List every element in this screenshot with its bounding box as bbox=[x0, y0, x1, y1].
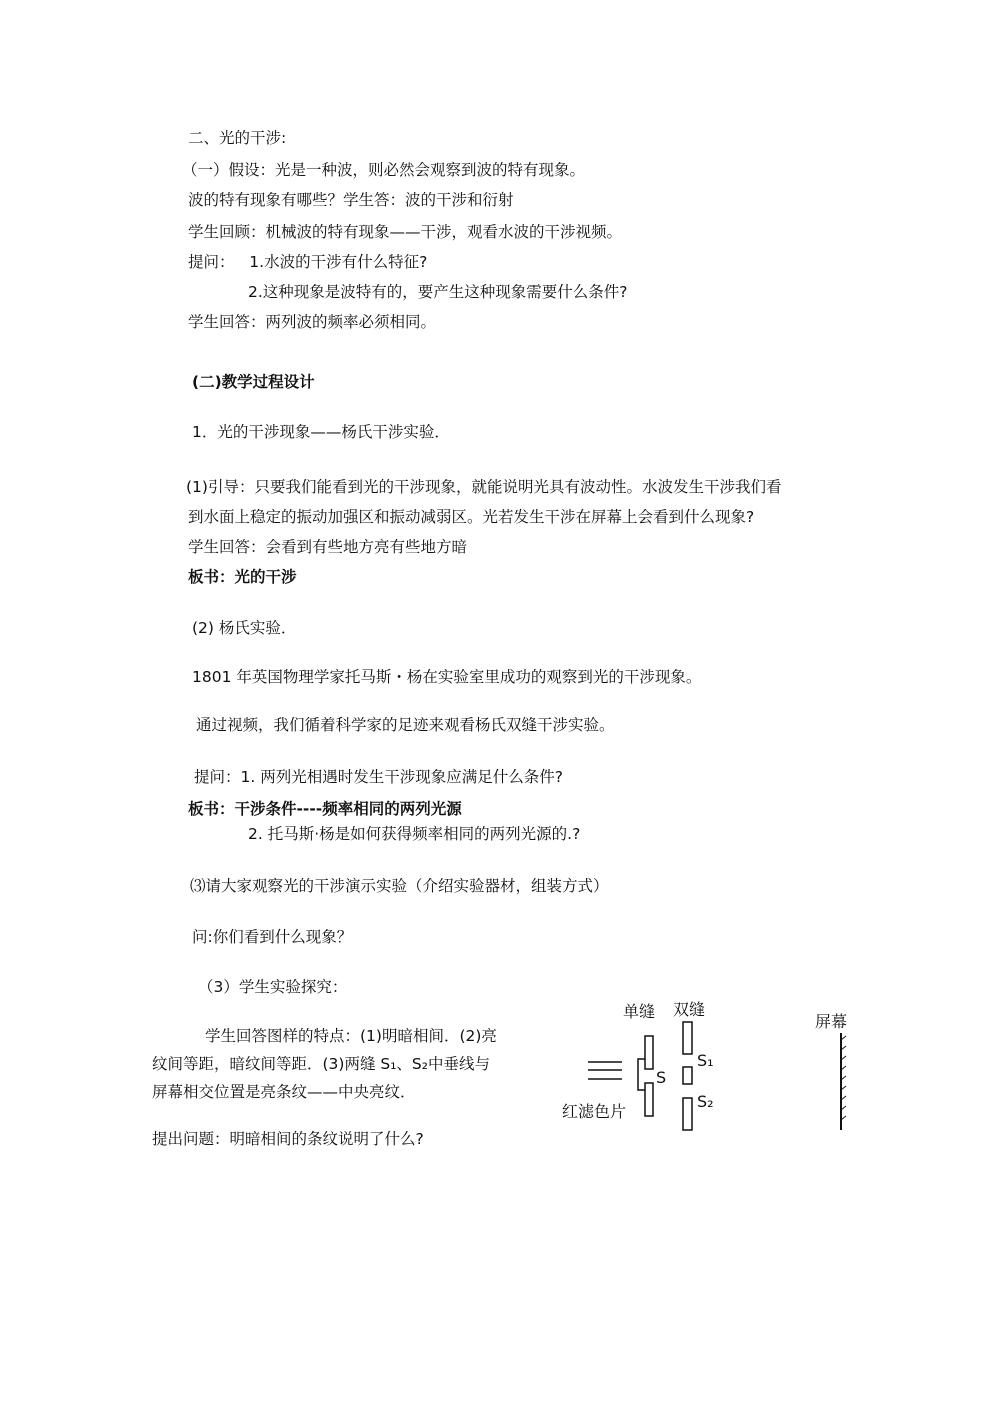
double-slit-lower bbox=[683, 1098, 692, 1130]
line: 学生回答：会看到有些地方亮有些地方暗 bbox=[188, 538, 468, 556]
line: 1．光的干涉现象——杨氏干涉实验． bbox=[192, 423, 450, 441]
line: 提出问题：明暗相间的条纹说明了什么? bbox=[152, 1130, 424, 1148]
line: 提问： 1.水波的干涉有什么特征? bbox=[188, 253, 428, 271]
line: (2) 杨氏实验． bbox=[192, 619, 297, 637]
filter-label: 红滤色片 bbox=[562, 1102, 627, 1121]
screen-label: 屏幕 bbox=[815, 1012, 848, 1031]
line: 二、光的干涉: bbox=[188, 129, 287, 147]
line: （一）假设：光是一种波，则必然会观察到波的特有现象。 bbox=[182, 161, 586, 179]
single-slit-upper bbox=[645, 1036, 653, 1069]
line: (1)引导：只要我们能看到光的干涉现象，就能说明光具有波动性。水波发生干涉我们看 bbox=[186, 478, 782, 496]
line: 2.这种现象是波特有的，要产生这种现象需要什么条件? bbox=[248, 283, 628, 301]
line: 纹间等距，暗纹间等距．(3)两缝 S₁、S₂中垂线与 bbox=[152, 1055, 490, 1073]
line: 学生回答：两列波的频率必须相同。 bbox=[188, 313, 437, 331]
line: 到水面上稳定的振动加强区和振动减弱区。光若发生干涉在屏幕上会看到什么现象? bbox=[188, 508, 755, 526]
line: 1801 年英国物理学家托马斯・杨在实验室里成功的观察到光的干涉现象。 bbox=[192, 668, 702, 686]
double-slit-label: 双缝 bbox=[673, 1000, 706, 1019]
line: ⑶请大家观察光的干涉演示实验（介绍实验器材，组装方式） bbox=[190, 877, 609, 895]
line: 波的特有现象有哪些？学生答：波的干涉和衍射 bbox=[188, 191, 514, 209]
line: 通过视频，我们循着科学家的足迹来观看杨氏双缝干涉实验。 bbox=[196, 716, 615, 734]
double-slit-upper bbox=[683, 1022, 692, 1054]
s2-label: S₂ bbox=[697, 1092, 714, 1111]
double-slit-middle bbox=[683, 1067, 692, 1084]
line: 2. 托马斯·杨是如何获得频率相同的两列光源的.? bbox=[248, 825, 581, 843]
board-note: 板书：干涉条件----频率相同的两列光源 bbox=[188, 800, 462, 818]
line: （3）学生实验探究： bbox=[198, 978, 348, 996]
single-slit-label: 单缝 bbox=[623, 1002, 656, 1021]
line: 学生回顾：机械波的特有现象——干涉，观看水波的干涉视频。 bbox=[188, 223, 623, 241]
s-label: S bbox=[656, 1068, 667, 1087]
board-note: 板书：光的干涉 bbox=[188, 568, 297, 586]
filter-bracket bbox=[638, 1059, 645, 1090]
line: 问:你们看到什么现象？ bbox=[192, 928, 353, 946]
double-slit-diagram bbox=[560, 990, 880, 1140]
line: 屏幕相交位置是亮条纹——中央亮纹． bbox=[152, 1083, 416, 1101]
light-arrows bbox=[588, 1062, 622, 1079]
line: 学生回答图样的特点：(1)明暗相间．(2)亮 bbox=[205, 1027, 497, 1045]
line: 提问：1. 两列光相遇时发生干涉现象应满足什么条件? bbox=[194, 768, 563, 786]
section-heading: (二)教学过程设计 bbox=[192, 373, 315, 391]
single-slit-lower bbox=[645, 1083, 653, 1116]
s1-label: S₁ bbox=[697, 1051, 714, 1070]
